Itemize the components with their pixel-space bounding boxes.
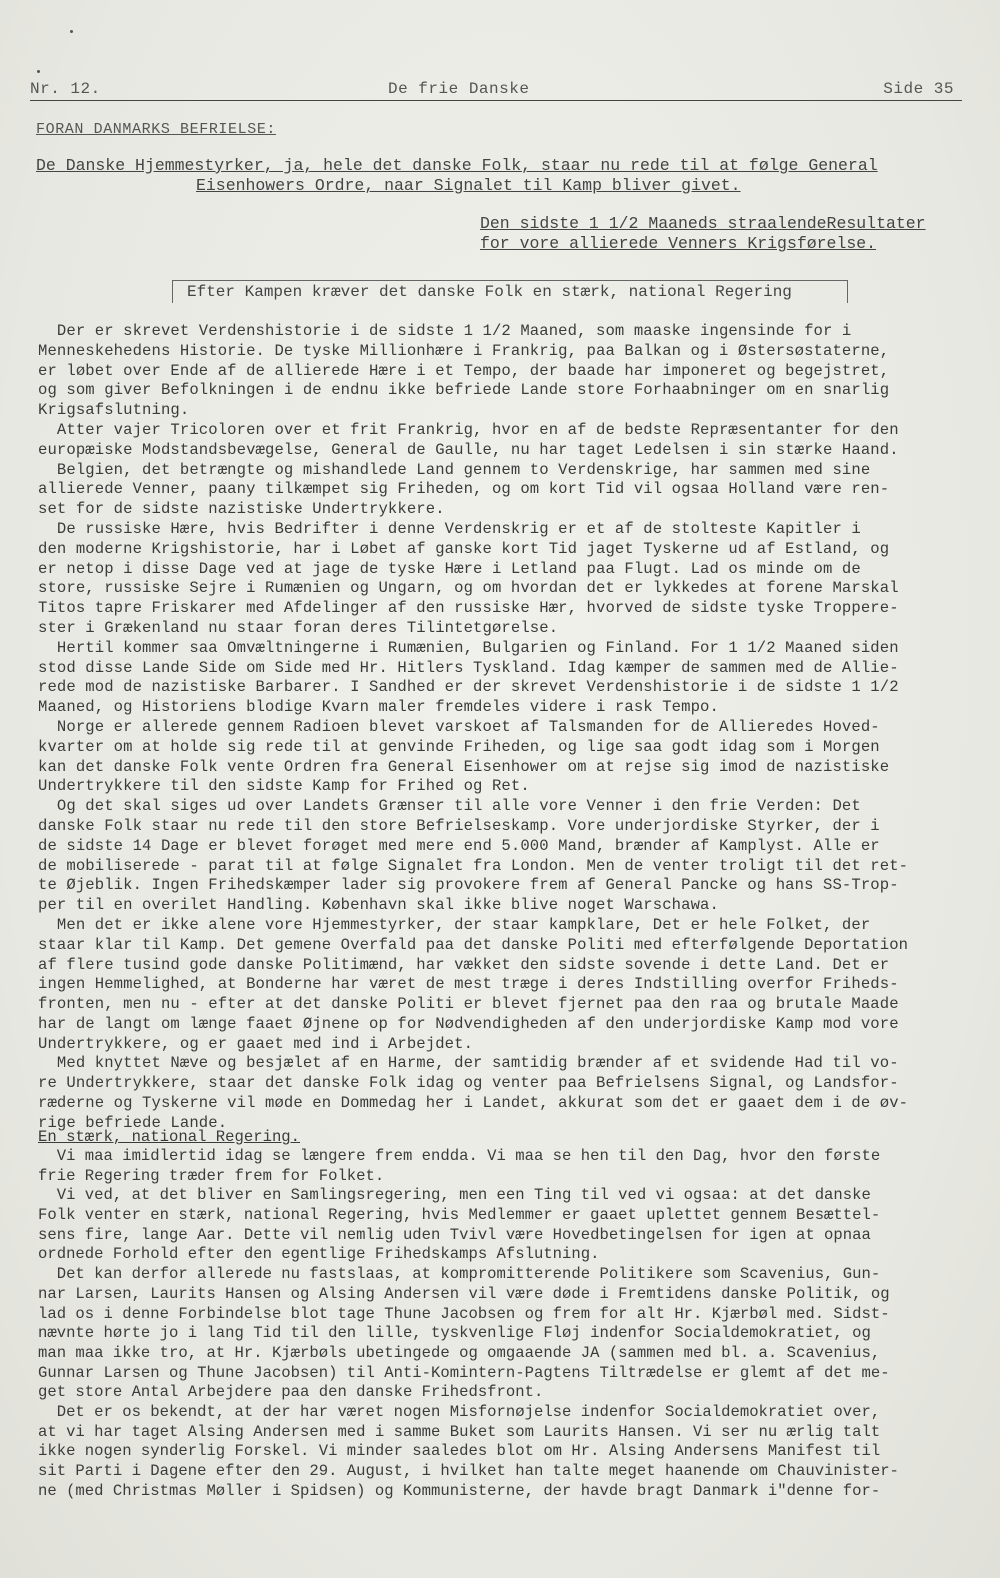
text-line: af flere tusind gode danske Politimænd, har vækket den sidste sovende i dette Land. Det er [38,955,890,974]
text-line: Menneskehedens Historie. De tyske Millionhære i Frankrig, paa Balkan og i Østersøstaterne, [38,341,890,360]
text-line: Krigsafslutning. [38,401,190,420]
text-line: at vi har taget Alsing Andersen med i samme Buket som Laurits Hansen. Vi ser nu ærlig talt [38,1422,881,1441]
text-line: Norge er allerede gennem Radioen blevet varskoet af Talsmanden for de Allieredes Hoved- [38,717,880,736]
text-line: sens fire, lange Aar. Dette vil nemlig uden Tvivl være Hovedbetingelsen for igen at opnaa [38,1225,871,1244]
issue-number: Nr. 12. [30,80,101,98]
text-line: fronten, men nu - efter at det danske Politi er blevet fjernet paa den raa og brutale Maade [38,995,899,1014]
text-line: Maaned, og Historiens blodige Kvarn maler fremdeles videre i rask Tempo. [38,698,719,717]
text-line: ræderne og Tyskerne vil møde en Dommedag her i Landet, akkurat som det er gaaet dem i de øv- [38,1094,909,1113]
page-header [30,78,962,101]
text-line: rige befriede Lande. [38,1113,228,1132]
article-body [38,322,968,1134]
text-line: re Undertrykkere, staar det danske Folk idag og venter paa Befrielsens Signal, og Landsfor- [38,1074,899,1093]
text-line: har de langt om længe faaet Øjnene op for Nødvendigheden af den underjordiske Kamp mod vore [38,1014,899,1033]
text-line: man maa ikke tro, at Hr. Kjærbøls ubetingede og omgaaende JA (sammen med bl. a. Scavenius, [38,1343,881,1362]
text-line: Folk venter en stærk, national Regering, hvis Medlemmer er gaaet uplettet gennem Besættel- [38,1206,881,1225]
text-line: ikke nogen synderlig Forskel. Vi minder saaledes blot om Hr. Alsing Andersens Manifest til [38,1442,881,1461]
publication-title: De frie Danske [388,80,530,98]
text-line: lad os i denne Forbindelse blot tage Thune Jacobsen og frem for alt Hr. Kjærbøl med. Sidst- [38,1304,890,1323]
text-line: Undertrykkere, og er gaaet med ind i Arbejdet. [38,1034,474,1053]
text-line: Atter vajer Tricoloren over et frit Frankrig, hvor en af de bedste Repræsentanter for den [38,420,899,439]
text-line: Og det skal siges ud over Landets Grænser til alle vore Venner i den frie Verden: Det [38,797,861,816]
text-line: er netop i disse Dage ved at jage de tyske Hære i Letland paa Flugt. Lad os minde om de [38,559,861,578]
text-line: ordnede Forhold efter den egentlige Frihedskamps Afslutning. [38,1245,600,1264]
ink-speck [70,30,73,33]
text-line: te Øjeblik. Ingen Frihedskæmper lader sig provokere frem af General Pancke og hans SS-Trop- [38,876,899,895]
text-line: store, russiske Sejre i Rumænien og Ungarn, og om hvordan det er lykkedes at forene Marskal [38,579,899,598]
text-line: stod disse Lande Side om Side med Hr. Hitlers Tyskland. Idag kæmper de sammen med de Allie- [38,658,899,677]
text-line: europæiske Modstandsbevægelse, General de Gaulle, nu har taget Ledelsen i sin stærke Haand. [38,440,899,459]
text-line: Med knyttet Næve og besjælet af en Harme, der samtidig brænder af et svidende Had til vo- [38,1054,899,1073]
text-line: Vi maa imidlertid idag se længere frem endda. Vi maa se hen til den Dag, hvor den første [38,1147,881,1165]
article-body-continued [38,1147,968,1501]
text-line: Belgien, det betrængte og mishandlede Land gennem to Verdenskrige, har sammen med sine [38,460,871,479]
page-number: Side 35 [883,80,954,98]
text-line: de sidste 14 Dage er blevet forøget med mere end 5.000 Mand, brænder af Kamplyst. Alle er [38,836,880,855]
text-line: frie Regering træder frem for Folket. [38,1166,385,1185]
text-line: er løbet over Ende af de allierede Hære i et Tempo, der baade har imponeret og begejstret, [38,361,890,380]
text-line: kvarter om at holde sig rede til at genvinde Friheden, og lige saa godt idag som i Morgen [38,737,880,756]
text-line: Hertil kommer saa Omvæltningerne i Rumænien, Bulgarien og Finland. For 1 1/2 Maaned siden [38,638,899,657]
text-line: staar klar til Kamp. Det gemene Overfald paa det danske Politi med efterfølgende Deportation [38,935,909,954]
text-line: Vi ved, at det bliver en Samlingsregering, men een Ting til ved vi ogsaa: at det danske [38,1186,871,1205]
text-line: set for de sidste nazistiske Undertrykkere. [38,500,445,519]
text-line: Gunnar Larsen og Thune Jacobsen) til Anti-Komintern-Pagtens Tiltrædelse er glemt af det me- [38,1363,890,1382]
text-line: Der er skrevet Verdenshistorie i de sidste 1 1/2 Maaned, som maaske ingensinde for i [38,322,852,340]
ink-speck [37,70,40,73]
text-line: kan det danske Folk vente Ordren fra General Eisenhower om at rejse sig imod de nazistiske [38,757,890,776]
text-line: de mobiliserede - parat til at følge Signalet fra London. Men de venter troligt til det ret- [38,856,909,875]
subheadline-line-1: Den sidste 1 1/2 Maaneds straalendeResultater [480,214,926,233]
text-line: nar Larsen, Laurits Hansen og Alsing Andersen vil være døde i Fremtidens danske Politik, og [38,1284,890,1303]
subheadline [480,214,950,254]
headline-line-1: De Danske Hjemmestyrker, ja, hele det danske Folk, staar nu rede til at følge General [36,156,878,175]
headline-line-2: Eisenhowers Ordre, naar Signalet til Kamp bliver givet. [196,176,741,195]
text-line: Det kan derfor allerede nu fastslaas, at kompromitterende Politikere som Scavenius, Gun- [38,1265,881,1284]
text-line: Titos tapre Friskarer med Afdelinger af den russiske Hær, hvorved de sidste tyske Troppere- [38,599,899,618]
boxed-heading: Efter Kampen kræver det danske Folk en stærk, national Regering [172,280,848,303]
section-label: FORAN DANMARKS BEFRIELSE: [36,121,277,138]
text-line: nævnte hørte jo i lang Tid til den lille, tyskvenlige Fløj indenfor Socialdemokratiet, og [38,1324,871,1343]
text-line: og som giver Befolkningen i de endnu ikke befriede Lande store Forhaabninger om en snarlig [38,381,890,400]
text-line: danske Folk staar nu rede til den store Befrielseskamp. Vore underjordiske Styrker, der i [38,816,880,835]
text-line: ster i Grækenland nu staar foran deres Tilintetgørelse. [38,618,559,637]
section-heading: En stærk, national Regering. [38,1128,301,1146]
text-line: Det er os bekendt, at der har været nogen Misfornøjelse indenfor Socialdemokratiet over, [38,1402,881,1421]
text-line: rede mod de nazistiske Barbarer. I Sandhed er der skrevet Verdenshistorie i de sidste 1 1/2 [38,678,899,697]
text-line: per til en overilet Handling. København skal ikke blive noget Warschawa. [38,896,719,915]
text-line: allierede Venner, paany tilkæmpet sig Friheden, og om kort Tid vil ogsaa Holland være ren- [38,480,890,499]
text-line: den moderne Krigshistorie, har i Løbet af ganske kort Tid jaget Tyskerne ud af Estland, og [38,539,890,558]
text-line: sit Parti i Dagene efter den 29. August, i hvilket han talte meget haanende om Chauvinister- [38,1462,899,1480]
text-line: Men det er ikke alene vore Hjemmestyrker, der staar kampklare, Det er hele Folket, der [38,915,871,934]
text-line: De russiske Hære, hvis Bedrifter i denne Verdenskrig er et af de stolteste Kapitler i [38,519,861,538]
text-line: ne (med Christmas Møller i Spidsen) og Kommunisterne, der havde bragt Danmark i"denne for- [38,1481,881,1500]
text-line: get store Antal Arbejdere paa den danske Frihedsfront. [38,1383,544,1402]
text-line: Undertrykkere til den sidste Kamp for Frihed og Ret. [38,777,530,796]
subheadline-line-2: for vore allierede Venners Krigsførelse. [480,234,877,253]
headline [36,156,936,196]
text-line: ingen Hemmelighed, at Bonderne har været de mest træge i deres Indstilling overfor Friheds- [38,975,899,994]
